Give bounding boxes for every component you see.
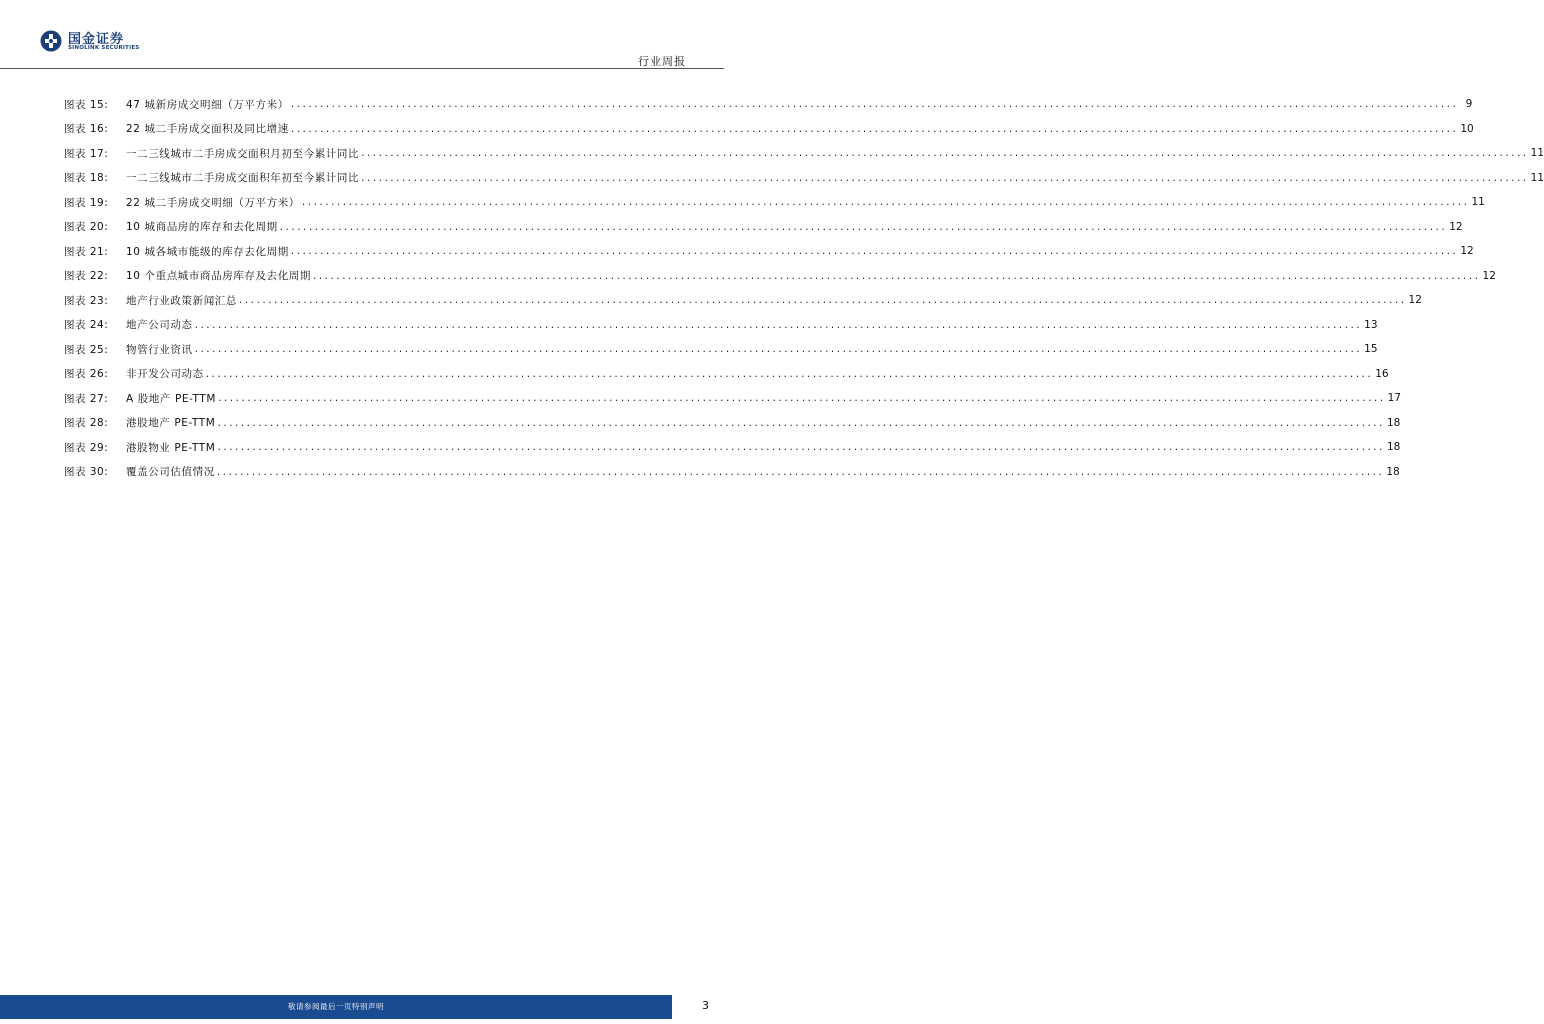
toc-entry-title: 47 城新房成交明细（万平方米） (126, 98, 289, 111)
toc-entry-page: 18 (1386, 441, 1401, 454)
toc-entry-title: 覆盖公司估值情况 (126, 466, 215, 479)
toc-entry-page: 10 (1460, 122, 1474, 135)
header-divider (0, 68, 724, 69)
toc-entry-label: 图表 30: (64, 466, 109, 479)
toc-entry[interactable] (64, 117, 1474, 142)
toc-entry-label: 图表 29: (64, 441, 109, 454)
table-of-figures (64, 92, 1544, 484)
toc-entry[interactable] (64, 92, 1473, 117)
toc-entry-page: 17 (1387, 392, 1401, 405)
toc-leader-dots: ........................................................................................................................................................................................................ (218, 392, 1386, 405)
toc-leader-dots: ........................................................................................................................................................................................................ (194, 318, 1363, 331)
sinolink-logo-icon (40, 30, 62, 52)
toc-entry[interactable] (64, 264, 1496, 289)
toc-entry[interactable] (64, 288, 1422, 313)
toc-entry-title: 港股物业 PE-TTM (126, 441, 216, 454)
toc-leader-dots: ........................................................................................................................................................................................................ (290, 98, 1459, 111)
footer-bar (0, 995, 672, 1019)
toc-entry-label: 图表 22: (64, 270, 109, 283)
toc-entry-title: 22 城二手房成交面积及同比增速 (126, 123, 289, 136)
toc-leader-dots: ........................................................................................................................................................................................................ (279, 220, 1448, 233)
toc-entry-title: 一二三线城市二手房成交面积年初至今累计同比 (126, 172, 360, 185)
toc-entry-label: 图表 16: (64, 123, 109, 136)
toc-entry-page: 15 (1364, 343, 1378, 356)
toc-entry-title: 一二三线城市二手房成交面积月初至今累计同比 (126, 147, 360, 160)
toc-leader-dots: ........................................................................................................................................................................................................ (217, 416, 1385, 429)
toc-entry-label: 图表 26: (64, 368, 109, 381)
toc-entry-page: 11 (1530, 171, 1544, 184)
toc-leader-dots: ........................................................................................................................................................................................................ (217, 441, 1385, 454)
toc-entry[interactable] (64, 313, 1378, 338)
toc-entry-label: 图表 20: (64, 221, 109, 234)
toc-entry-label: 图表 21: (64, 245, 109, 258)
page-number: 3 (702, 999, 709, 1012)
toc-entry[interactable] (64, 460, 1400, 485)
toc-entry-title: 非开发公司动态 (126, 368, 204, 381)
toc-entry-page: 12 (1408, 294, 1422, 307)
toc-entry-page: 11 (1530, 147, 1544, 160)
toc-entry[interactable] (64, 166, 1544, 191)
toc-entry-label: 图表 25: (64, 343, 109, 356)
toc-leader-dots: ........................................................................................................................................................................................................ (205, 367, 1374, 380)
logo-text-cn: 国金证券 (68, 32, 125, 47)
toc-entry[interactable] (64, 337, 1378, 362)
toc-entry-page: 12 (1449, 220, 1463, 233)
toc-entry-page: 13 (1364, 318, 1378, 331)
toc-entry[interactable] (64, 215, 1463, 240)
toc-leader-dots: ........................................................................................................................................................................................................ (361, 147, 1529, 160)
toc-entry-page: 18 (1386, 416, 1401, 429)
toc-entry-title: 港股地产 PE-TTM (126, 417, 216, 430)
toc-entry-page: 11 (1471, 196, 1485, 209)
toc-entry-page: 12 (1460, 245, 1474, 258)
toc-leader-dots: ........................................................................................................................................................................................................ (194, 343, 1363, 356)
toc-entry-title: 22 城二手房成交明细（万平方米） (126, 196, 300, 209)
toc-entry[interactable] (64, 362, 1389, 387)
toc-entry-title: 地产行业政策新闻汇总 (126, 294, 237, 307)
toc-entry[interactable] (64, 190, 1485, 215)
toc-entry-label: 图表 28: (64, 417, 109, 430)
toc-entry[interactable] (64, 239, 1474, 264)
toc-entry-label: 图表 23: (64, 294, 109, 307)
toc-entry-page: 16 (1375, 367, 1389, 380)
toc-entry-label: 图表 24: (64, 319, 109, 332)
report-type-label: 行业周报 (638, 55, 686, 68)
toc-entry[interactable] (64, 411, 1401, 436)
toc-leader-dots: ........................................................................................................................................................................................................ (239, 294, 1407, 307)
toc-entry-label: 图表 15: (64, 98, 109, 111)
toc-entry-title: 物管行业资讯 (126, 343, 193, 356)
toc-entry-label: 图表 19: (64, 196, 109, 209)
toc-leader-dots: ........................................................................................................................................................................................................ (361, 171, 1529, 184)
toc-leader-dots: ........................................................................................................................................................................................................ (290, 122, 1459, 135)
toc-entry-page: 18 (1386, 465, 1400, 478)
toc-entry-title: 10 个重点城市商品房库存及去化周期 (126, 270, 311, 283)
toc-entry[interactable] (64, 141, 1544, 166)
toc-entry-title: 10 城各城市能级的库存去化周期 (126, 245, 289, 258)
page-header (0, 0, 724, 70)
toc-entry-label: 图表 17: (64, 147, 109, 160)
toc-leader-dots: ........................................................................................................................................................................................................ (216, 465, 1385, 478)
toc-entry-page: 12 (1482, 269, 1496, 282)
toc-entry-label: 图表 27: (64, 392, 109, 405)
toc-entry-label: 图表 18: (64, 172, 109, 185)
toc-entry-title: 10 城商品房的库存和去化周期 (126, 221, 278, 234)
toc-entry-title: A 股地产 PE-TTM (126, 392, 217, 405)
toc-leader-dots: ........................................................................................................................................................................................................ (290, 245, 1459, 258)
toc-entry-title: 地产公司动态 (126, 319, 193, 332)
toc-entry-page: 9 (1465, 98, 1473, 111)
logo-text-en: SINOLINK SECURITIES (68, 45, 140, 51)
footer-disclaimer: 敬请参阅最后一页特别声明 (288, 1002, 384, 1011)
toc-leader-dots: ........................................................................................................................................................................................................ (301, 196, 1470, 209)
toc-leader-dots: ........................................................................................................................................................................................................ (313, 269, 1481, 282)
toc-entry[interactable] (64, 435, 1401, 460)
toc-entry[interactable] (64, 386, 1401, 411)
